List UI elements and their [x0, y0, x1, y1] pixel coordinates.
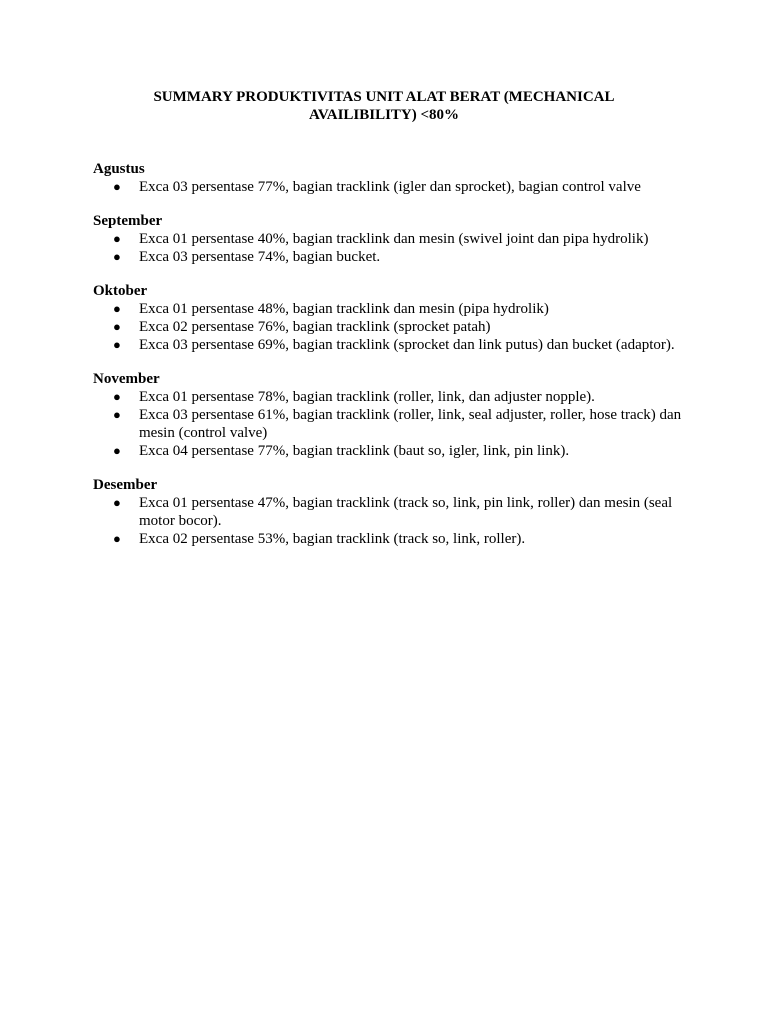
- month-heading: Desember: [93, 477, 158, 493]
- list-item: [93, 300, 689, 318]
- bullet-list: [93, 178, 693, 196]
- list-item: [93, 494, 689, 530]
- list-item-text: Exca 03 persentase 77%, bagian tracklink (igler dan sprocket), bagian control valve: [139, 179, 641, 195]
- list-item: [93, 336, 689, 354]
- list-item: [93, 442, 689, 460]
- bullet-icon: ●: [113, 249, 121, 264]
- bullet-icon: ●: [113, 179, 121, 194]
- list-item: [93, 178, 689, 196]
- bullet-icon: ●: [113, 301, 121, 316]
- section-agustus: [93, 160, 693, 196]
- list-item-text: Exca 03 persentase 61%, bagian tracklink (roller, link, seal adjuster, roller, hose track) dan mesin (control valve): [139, 407, 682, 441]
- list-item: [93, 406, 689, 442]
- list-item-text: Exca 02 persentase 76%, bagian tracklink (sprocket patah): [139, 319, 491, 335]
- list-item-text: Exca 01 persentase 47%, bagian tracklink (track so, link, pin link, roller) dan mesin (seal motor bocor).: [139, 495, 673, 529]
- bullet-icon: ●: [113, 231, 121, 246]
- bullet-icon: ●: [113, 389, 121, 404]
- list-item: [93, 388, 689, 406]
- list-item-text: Exca 01 persentase 78%, bagian tracklink (roller, link, dan adjuster nopple).: [139, 389, 595, 405]
- section-oktober: [93, 282, 693, 354]
- list-item-text: Exca 04 persentase 77%, bagian tracklink (baut so, igler, link, pin link).: [139, 443, 570, 459]
- month-heading: Agustus: [93, 161, 145, 177]
- bullet-icon: ●: [113, 407, 121, 422]
- section-desember: [93, 476, 693, 548]
- list-item-text: Exca 02 persentase 53%, bagian tracklink (track so, link, roller).: [139, 531, 526, 547]
- bullet-icon: ●: [113, 495, 121, 510]
- section-september: [93, 212, 693, 266]
- document-title: SUMMARY PRODUKTIVITAS UNIT ALAT BERAT (MECHANICAL AVAILIBILITY) <80%: [153, 89, 615, 123]
- bullet-list: [93, 300, 693, 354]
- month-heading: September: [93, 213, 163, 229]
- list-item-text: Exca 03 persentase 69%, bagian tracklink (sprocket dan link putus) dan bucket (adaptor).: [139, 337, 675, 353]
- month-heading: Oktober: [93, 283, 148, 299]
- bullet-icon: ●: [113, 337, 121, 352]
- month-heading: November: [93, 371, 160, 387]
- list-item: [93, 248, 689, 266]
- bullet-icon: ●: [113, 531, 121, 546]
- list-item-text: Exca 03 persentase 74%, bagian bucket.: [139, 249, 381, 265]
- list-item: [93, 530, 689, 548]
- document-content: [93, 160, 693, 564]
- list-item-text: Exca 01 persentase 48%, bagian tracklink dan mesin (pipa hydrolik): [139, 301, 549, 317]
- bullet-list: [93, 388, 693, 460]
- list-item-text: Exca 01 persentase 40%, bagian tracklink dan mesin (swivel joint dan pipa hydrolik): [139, 231, 649, 247]
- list-item: [93, 230, 689, 248]
- bullet-icon: ●: [113, 319, 121, 334]
- bullet-icon: ●: [113, 443, 121, 458]
- list-item: [93, 318, 689, 336]
- bullet-list: [93, 494, 693, 548]
- bullet-list: [93, 230, 693, 266]
- section-november: [93, 370, 693, 460]
